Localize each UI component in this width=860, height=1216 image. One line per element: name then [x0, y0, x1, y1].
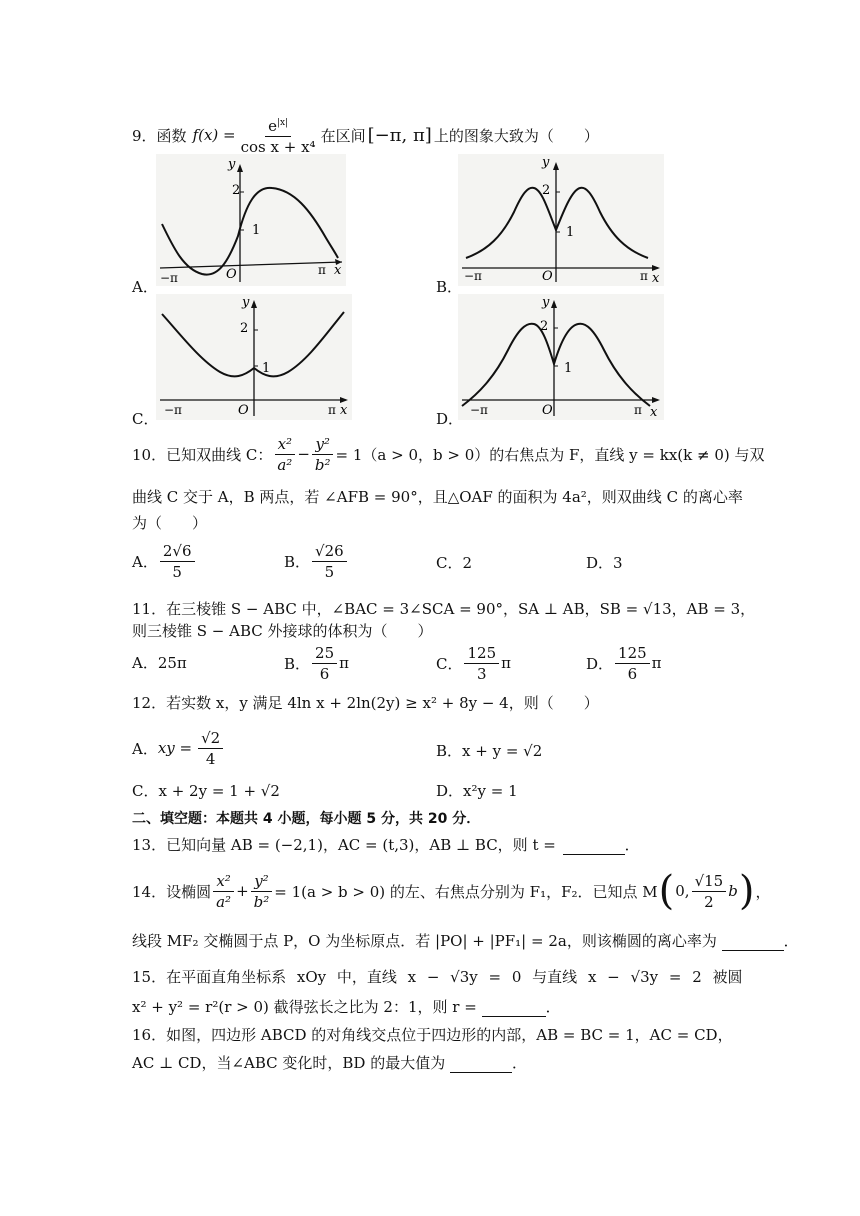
- neg-pi-label: −π: [160, 271, 178, 285]
- origin-label: O: [226, 267, 237, 282]
- origin-label: O: [542, 269, 553, 284]
- tick-1: 1: [252, 223, 261, 238]
- tick-2: 2: [240, 321, 249, 336]
- q9-suffix: 上的图象大致为（ ）: [433, 126, 599, 145]
- y-axis-arrow-icon: [551, 300, 557, 308]
- q14-comma: ，: [755, 882, 771, 901]
- q14-frac2-den: b²: [253, 892, 270, 911]
- q10-option-a-label: A．: [132, 552, 158, 571]
- y-label: y: [228, 157, 236, 172]
- curve-c: [162, 312, 344, 376]
- q11-option-d: [586, 640, 662, 686]
- y-axis-arrow-icon: [237, 164, 243, 172]
- tick-2: 2: [232, 183, 241, 198]
- q10-option-a-num: 2√6: [160, 541, 195, 562]
- q9-func: f(x) =: [192, 126, 236, 144]
- q14-frac1-num: x²: [213, 871, 233, 892]
- q11-option-b-num: 25: [312, 643, 337, 664]
- y-axis-arrow-icon: [251, 300, 257, 308]
- q12-option-a-label: A．: [132, 739, 158, 758]
- q9-num: e: [268, 117, 277, 135]
- q9-option-b-graph: [458, 154, 664, 286]
- tick-2: 2: [542, 183, 551, 198]
- q11-option-b-pi: π: [339, 654, 349, 672]
- q10-line1: [132, 428, 765, 480]
- q11-option-d-num: 125: [615, 643, 650, 664]
- neg-pi-label: −π: [470, 403, 488, 417]
- x-axis-arrow-icon: [652, 397, 660, 403]
- q9-prefix: 函数: [156, 126, 187, 145]
- q11-line1: 11．在三棱锥 S − ABC 中，∠BAC = 3∠SCA = 90°，SA ⊥ AB，SB = √13，AB = 3，: [132, 600, 756, 618]
- section-heading: 二、填空题：本题共 4 小题，每小题 5 分，共 20 分．: [132, 811, 481, 827]
- q14-answer-blank[interactable]: [722, 936, 784, 951]
- q11-option-b-den: 6: [319, 664, 330, 683]
- q16-line1: 16．如图，四边形 ABCD 的对角线交点位于四边形的内部，AB = BC = 1，AC = CD，: [132, 1026, 733, 1044]
- curve-d: [462, 324, 650, 406]
- neg-pi-label: −π: [464, 269, 482, 283]
- q10-option-a-den: 5: [172, 562, 182, 581]
- q14-frac2-num: y²: [251, 871, 272, 892]
- q13-line: [132, 834, 640, 855]
- q14-end: ．: [783, 932, 799, 950]
- q15-end: ．: [545, 998, 561, 1016]
- q10-number: 10．: [132, 445, 167, 464]
- q9-option-d-graph: [458, 294, 664, 420]
- q11-option-d-den: 6: [627, 664, 638, 683]
- q9-option-c-label: C．: [132, 410, 159, 428]
- pos-pi-label: π: [640, 269, 648, 283]
- q10-frac1: [274, 434, 295, 475]
- q11-option-c-den: 3: [477, 664, 487, 683]
- x-label: x: [650, 405, 658, 420]
- pos-pi-label: π: [318, 263, 326, 277]
- q10-line3: 为（ ）: [132, 514, 208, 532]
- y-label: y: [242, 295, 250, 310]
- q10-option-b-den: 5: [324, 562, 335, 581]
- q9-fraction: [238, 113, 319, 157]
- q11-option-d-label: D．: [586, 654, 614, 673]
- q15-line2: [132, 996, 561, 1017]
- neg-pi-label: −π: [164, 403, 182, 417]
- q14-m-pre: 0,: [675, 882, 690, 900]
- q10-option-b-num: √26: [312, 541, 347, 562]
- q16-end: ．: [512, 1054, 528, 1072]
- q10-frac1-num: x²: [275, 434, 295, 455]
- q10-minus: −: [297, 445, 310, 463]
- q9-stem: [132, 110, 599, 160]
- q14-plus: +: [236, 882, 249, 900]
- q11-option-b: [284, 640, 349, 686]
- q14-m-num: √15: [692, 871, 727, 892]
- tick-2: 2: [540, 319, 549, 334]
- q11-option-a: A．25π: [132, 654, 187, 672]
- q9-option-a-label: A．: [132, 278, 158, 296]
- q16-line2: [132, 1052, 527, 1073]
- q16-answer-blank[interactable]: [450, 1058, 512, 1073]
- q11-option-c-pi: π: [501, 654, 511, 672]
- q9-number: 9．: [132, 126, 157, 145]
- q10-line2: 曲线 C 交于 A，B 两点，若 ∠AFB = 90°，且△OAF 的面积为 4a²，则双曲线 C 的离心率: [132, 488, 743, 506]
- q11-option-b-label: B．: [284, 654, 311, 673]
- q14-m-post: b: [728, 882, 738, 900]
- q14-mid: = 1(a > b > 0) 的左、右焦点分别为 F₁，F₂．已知点 M: [274, 882, 658, 901]
- q13-end: ．: [624, 836, 640, 854]
- origin-label: O: [238, 403, 249, 418]
- q10-frac2: [312, 434, 334, 475]
- q10-frac1-den: a²: [277, 455, 293, 474]
- y-label: y: [542, 155, 550, 170]
- q10-eq1: = 1（a > 0，b > 0）的右焦点为 F，直线 y = kx(k ≠ 0) 与双: [335, 445, 765, 464]
- q11-option-c: [436, 640, 511, 686]
- q13-answer-blank[interactable]: [563, 840, 625, 855]
- q16-line2-text: AC ⊥ CD，当∠ABC 变化时，BD 的最大值为: [132, 1054, 446, 1072]
- q14-pre: 14．设椭圆: [132, 882, 212, 901]
- pos-pi-label: π: [328, 403, 336, 417]
- q12-option-a-den: 4: [205, 749, 216, 768]
- q14-line2-text: 线段 MF₂ 交椭圆于点 P，O 为坐标原点．若 |PO| + |PF₁| = 2a，则该椭圆的离心率为: [132, 932, 717, 950]
- q9-num-sup: |x|: [276, 118, 289, 128]
- tick-1: 1: [262, 361, 271, 376]
- q10-option-a: [132, 538, 197, 584]
- q10-option-d: D．3: [586, 554, 623, 572]
- q14-paren-close: ): [738, 868, 755, 914]
- origin-label: O: [542, 403, 553, 418]
- q9-option-d-label: D．: [436, 410, 464, 428]
- q10-line1-a: 已知双曲线 C：: [166, 445, 273, 464]
- x-label: x: [334, 263, 342, 278]
- q14-paren-open: (: [658, 868, 675, 914]
- q11-line2: 则三棱锥 S − ABC 外接球的体积为（ ）: [132, 622, 433, 640]
- q10-frac2-den: b²: [314, 455, 331, 474]
- q9-mid: 在区间: [320, 126, 366, 145]
- q14-line2: [132, 930, 799, 951]
- q14-line1: [132, 862, 770, 920]
- q10-option-c: C．2: [436, 554, 473, 572]
- q13-text: 13．已知向量 AB = (−2,1)，AC = (t,3)，AB ⊥ BC，则 t =: [132, 836, 556, 854]
- tick-1: 1: [564, 361, 573, 376]
- x-label: x: [652, 271, 660, 286]
- q9-option-b-label: B．: [436, 278, 463, 296]
- q12-option-b: B．x + y = √2: [436, 742, 543, 760]
- q10-frac2-num: y²: [312, 434, 333, 455]
- y-axis-arrow-icon: [553, 162, 559, 170]
- q11-option-c-num: 125: [464, 643, 499, 664]
- q10-option-b-label: B．: [284, 552, 311, 571]
- q15-answer-blank[interactable]: [482, 1002, 546, 1017]
- q11-option-d-pi: π: [651, 654, 662, 672]
- q12-option-a: [132, 724, 225, 772]
- q11-option-c-label: C．: [436, 654, 463, 673]
- y-label: y: [542, 295, 550, 310]
- q12-option-c: C．x + 2y = 1 + √2: [132, 782, 280, 800]
- q12-line1: 12．若实数 x，y 满足 4ln x + 2ln(2y) ≥ x² + 8y − 4，则（ ）: [132, 694, 599, 712]
- q14-m-den: 2: [704, 892, 714, 911]
- q10-option-b: [284, 538, 349, 584]
- tick-1: 1: [566, 225, 575, 240]
- q12-option-a-lhs: xy =: [157, 739, 193, 757]
- curve-a: [162, 188, 338, 275]
- q9-interval: [−π, π]: [367, 124, 432, 146]
- q12-option-a-num: √2: [198, 728, 223, 749]
- q15-line2-text: x² + y² = r²(r > 0) 截得弦长之比为 2：1，则 r =: [132, 998, 477, 1016]
- pos-pi-label: π: [634, 403, 642, 417]
- q9-den: cos x + x⁴: [240, 138, 316, 156]
- q15-line1: 15．在平面直角坐标系 xOy 中，直线 x − √3y = 0 与直线 x − √3y = 2 被圆: [132, 968, 743, 986]
- q14-frac1-den: a²: [216, 892, 232, 911]
- q12-option-d: D．x²y = 1: [436, 782, 518, 800]
- q9-option-a-graph: [156, 154, 346, 286]
- curve-b: [466, 188, 648, 258]
- x-label: x: [340, 403, 348, 418]
- q9-option-c-graph: [156, 294, 352, 420]
